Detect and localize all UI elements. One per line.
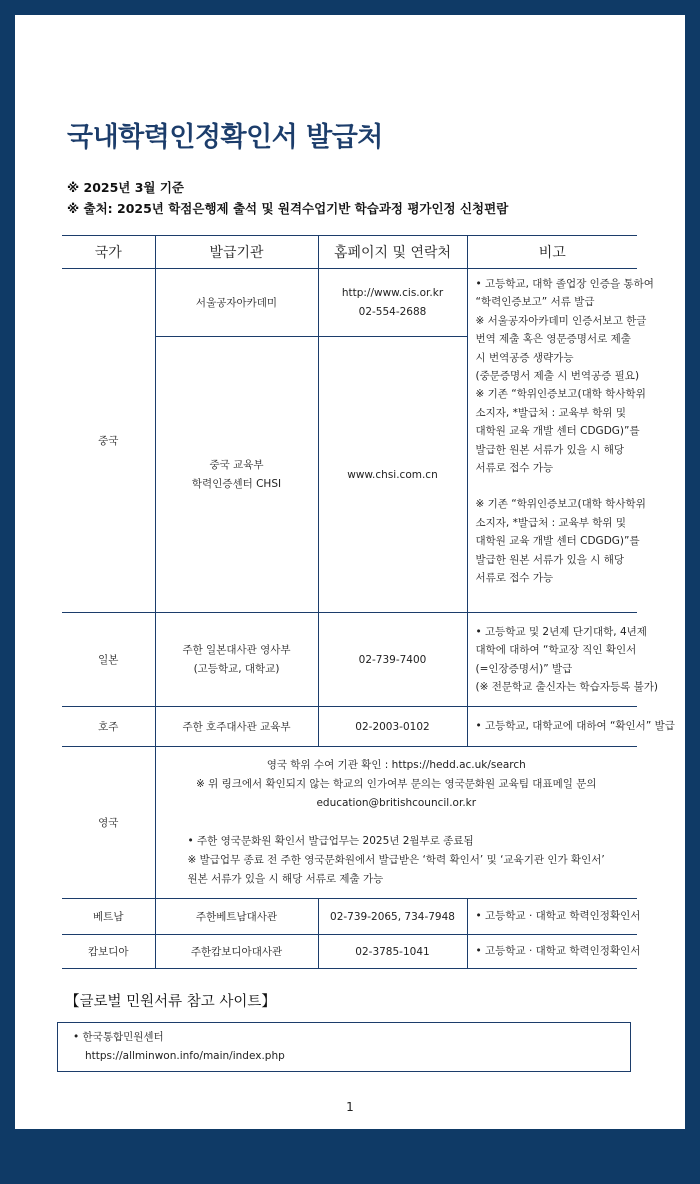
- note-basis-date: ※ 2025년 3월 기준: [67, 180, 184, 195]
- reference-box: [57, 1022, 631, 1072]
- note-line: “학력인증보고” 서류 발급: [475, 296, 595, 309]
- org-seoul-confucius: 서울공자아카데미: [155, 269, 318, 337]
- note-line: 서류로 접수 가능: [475, 572, 554, 585]
- uk-inquiry-line: ※ 위 링크에서 확인되지 않는 학교의 인가여부 문의는 영국문화원 교육팀 대표메일 문의: [195, 778, 597, 790]
- contact-japan: 02-739-7400: [318, 613, 467, 707]
- contact-chsi: www.chsi.com.cn: [318, 337, 467, 613]
- org-chsi: [155, 337, 318, 613]
- country-vietnam: 베트남: [62, 899, 155, 935]
- note-line: 발급한 원본 서류가 있을 시 해당: [475, 553, 625, 566]
- country-uk: 영국: [62, 747, 155, 899]
- note-line: ※ 서울공자아카데미 인증서보고 한글: [475, 314, 647, 327]
- country-japan: 일본: [62, 613, 155, 707]
- reference-section-title: 【글로벌 민원서류 참고 사이트】: [65, 994, 276, 1010]
- note-line: • 고등학교 및 2년제 단기대학, 4년제: [475, 625, 647, 638]
- note-cambodia: • 고등학교 · 대학교 학력인정확인서: [467, 935, 637, 969]
- uk-notice: [160, 832, 634, 889]
- note-line: (중문증명서 제출 시 번역공증 필요): [475, 370, 640, 383]
- uk-notice-line: • 주한 영국문화원 확인서 발급업무는 2025년 2월부로 종료됨: [187, 835, 474, 847]
- note-line: 소지자, *발급처 : 교육부 학위 및: [475, 406, 627, 419]
- contact-url: http://www.cis.or.kr: [341, 286, 444, 299]
- note-line: 대학원 교육 개발 센터 CDGDG)”를: [475, 535, 640, 548]
- country-australia: 호주: [62, 707, 155, 747]
- note-line-blank: [476, 477, 638, 495]
- note-line: 소지자, *발급처 : 교육부 학위 및: [475, 516, 627, 529]
- header-country: 국가: [62, 236, 155, 269]
- uk-notice-line: 원본 서류가 있을 시 해당 서류로 제출 가능: [187, 873, 384, 885]
- contact-cambodia: 02-3785-1041: [318, 935, 467, 969]
- note-japan: [467, 613, 658, 707]
- note-source: ※ 출처: 2025년 학점은행제 출석 및 원격수업기반 학습과정 평가인정 신청편람: [67, 201, 509, 216]
- header-org: 발급기관: [155, 236, 318, 269]
- table-header-row: [62, 236, 637, 269]
- table-row: [62, 899, 637, 935]
- contact-phone: 02-554-2688: [358, 305, 427, 318]
- note-line: 대학에 대하여 “학교장 직인 확인서: [475, 644, 637, 657]
- uk-info: [155, 747, 637, 899]
- reference-item-url[interactable]: https://allminwon.info/main/index.php: [85, 1050, 285, 1062]
- note-line: • 고등학교, 대학 졸업장 인증을 통하여: [475, 278, 654, 290]
- country-cambodia: 캄보디아: [62, 935, 155, 969]
- note-line: 번역 제출 혹은 영문증명서로 제출: [475, 333, 631, 346]
- contact-australia: 02-2003-0102: [318, 707, 467, 747]
- reference-item-name: • 한국통합민원센터: [73, 1031, 164, 1043]
- org-australia: 주한 호주대사관 교육부: [155, 707, 318, 747]
- note-line: (=인장증명서)” 발급: [475, 662, 573, 675]
- note-line: 서류로 접수 가능: [475, 462, 554, 475]
- uk-verify-line: 영국 학위 수여 기관 확인 : https://hedd.ac.uk/search: [266, 759, 526, 771]
- uk-notice-line: ※ 발급업무 종료 전 주한 영국문화원에서 발급받은 ‘학력 확인서’ 및 ‘교육기관 인가 확인서’: [187, 854, 605, 866]
- contact-vietnam: 02-739-2065, 734-7948: [318, 899, 467, 935]
- org-line: 주한 일본대사관 영사부: [182, 643, 291, 656]
- country-china: 중국: [62, 269, 155, 613]
- contact-seoul-confucius: [318, 269, 467, 337]
- org-line: 중국 교육부: [209, 458, 264, 471]
- table-row: [62, 269, 637, 337]
- table-row: [62, 707, 637, 747]
- note-line: 대학원 교육 개발 센터 CDGDG)”를: [475, 425, 640, 438]
- org-vietnam: 주한베트남대사관: [155, 899, 318, 935]
- note-vietnam: • 고등학교 · 대학교 학력인정확인서: [467, 899, 637, 935]
- uk-email-line: education@britishcouncil.or.kr: [316, 797, 477, 809]
- org-line: 학력인증센터 CHSI: [191, 477, 282, 490]
- note-australia: • 고등학교, 대학교에 대하여 “확인서” 발급: [467, 707, 637, 747]
- org-line: (고등학교, 대학교): [193, 662, 280, 675]
- issuer-table: [62, 235, 675, 969]
- note-line: ※ 기존 “학위인증보고(대학 학사학위: [475, 498, 646, 511]
- note-line: ※ 기존 “학위인증보고(대학 학사학위: [475, 388, 646, 401]
- page-title: 국내학력인정확인서 발급처: [67, 122, 383, 153]
- header-contact: 홈페이지 및 연락처: [318, 236, 467, 269]
- table-row: [62, 613, 637, 707]
- org-japan: [155, 613, 318, 707]
- org-cambodia: 주한캄보디아대사관: [155, 935, 318, 969]
- note-line: 시 번역공증 생략가능: [475, 351, 574, 364]
- note-line: 발급한 원본 서류가 있을 시 해당: [475, 443, 625, 456]
- note-china: [467, 269, 654, 613]
- uk-blank-line: [160, 813, 634, 832]
- table-row: [62, 747, 637, 899]
- header-note: 비고: [467, 236, 637, 269]
- page-number: 1: [346, 1100, 354, 1114]
- note-line: (※ 전문학교 출신자는 학습자등록 불가): [475, 680, 658, 693]
- document-page: [15, 15, 685, 1129]
- table-row: [62, 935, 637, 969]
